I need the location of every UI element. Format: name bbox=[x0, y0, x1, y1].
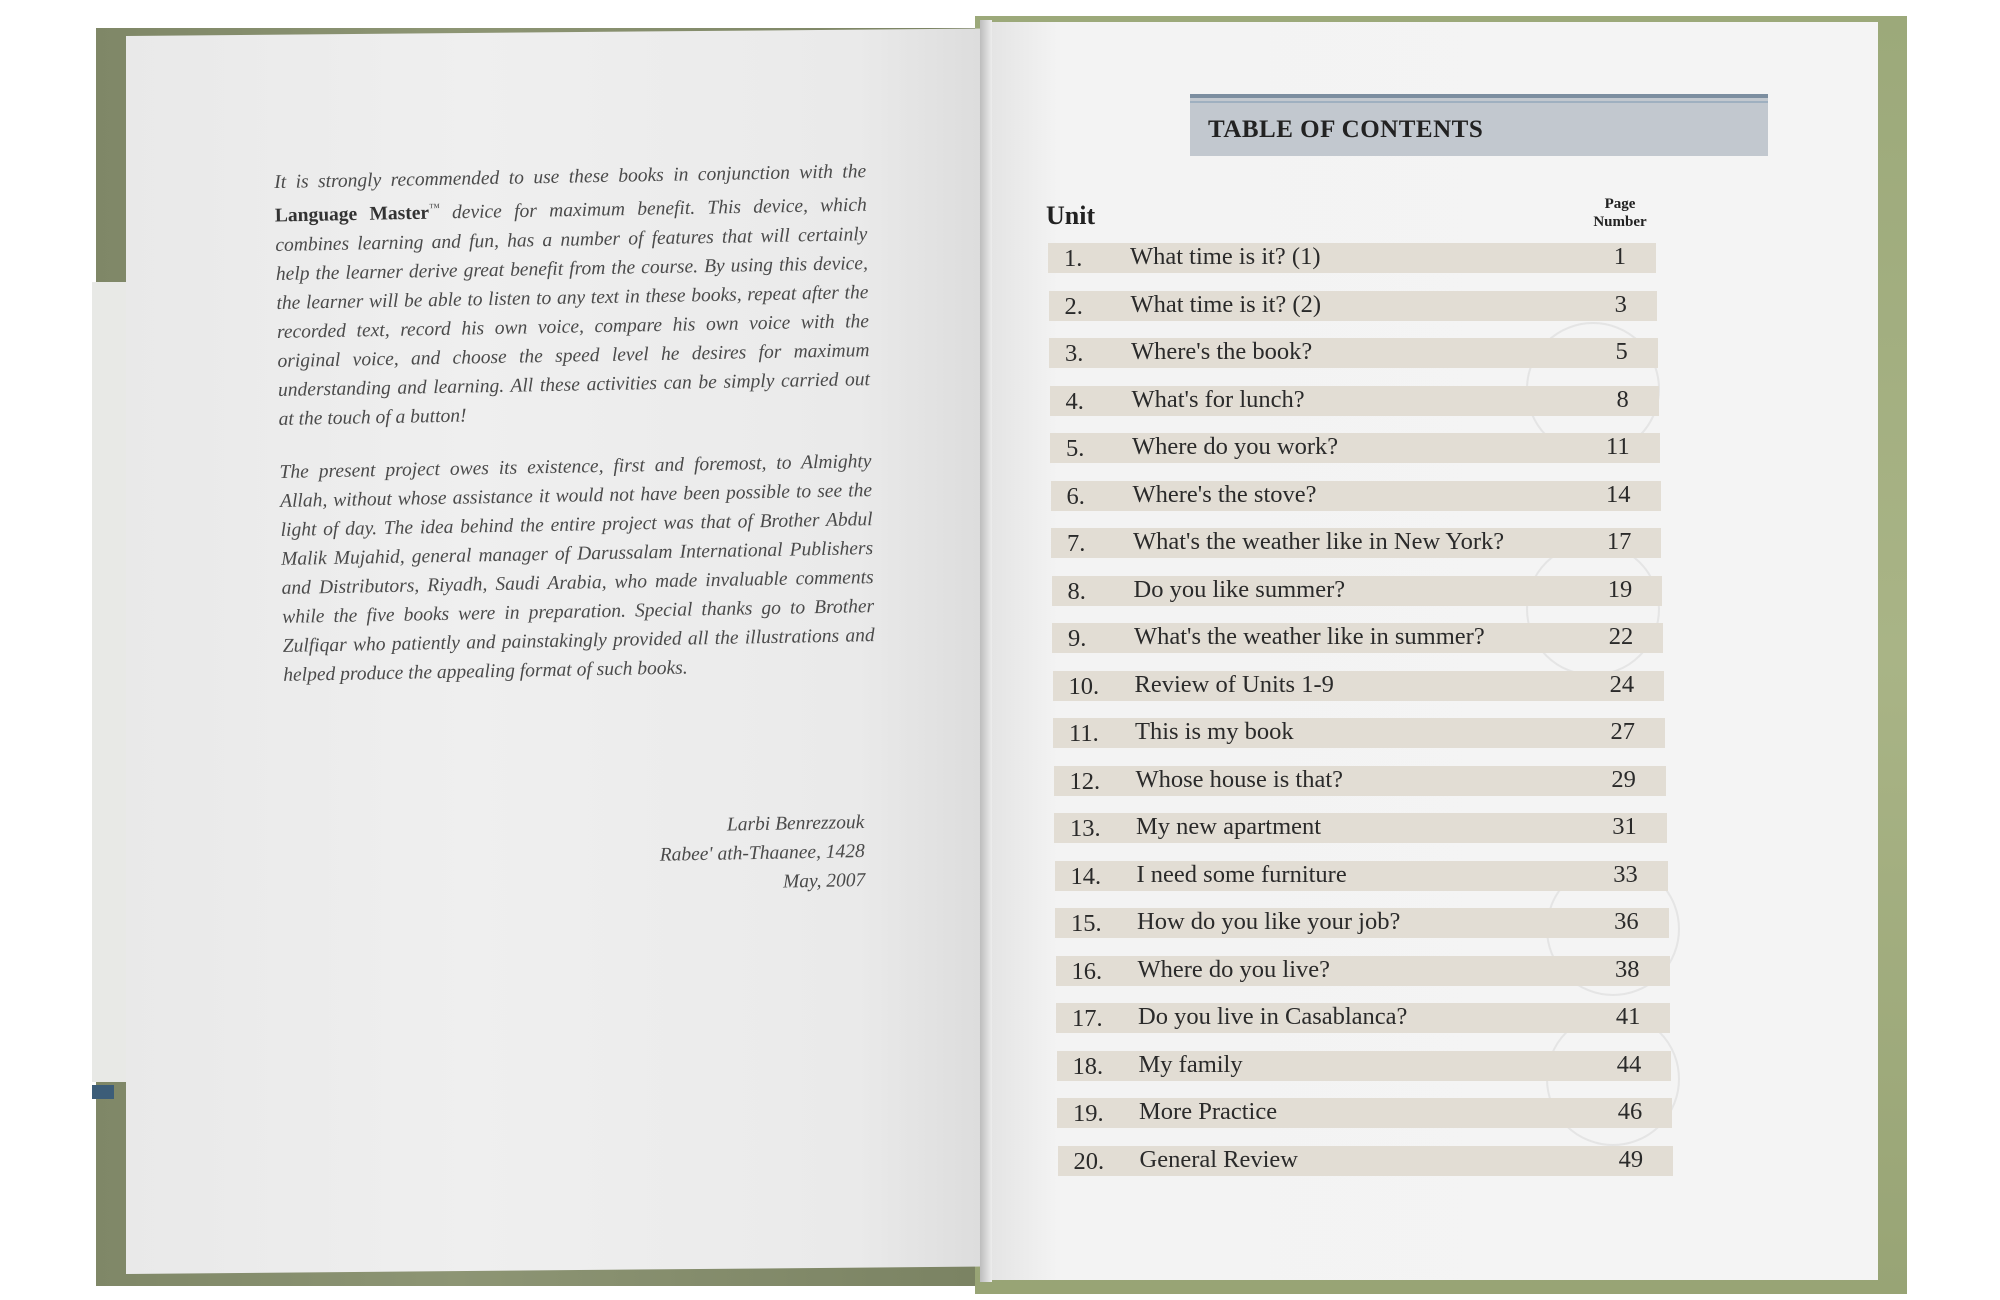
toc-unit-number: 14. bbox=[1070, 862, 1102, 890]
book-gutter bbox=[980, 20, 992, 1282]
toc-unit-title: More Practice bbox=[1139, 1098, 1278, 1125]
toc-unit-number: 19. bbox=[1073, 1100, 1104, 1127]
toc-unit-title: Review of Units 1-9 bbox=[1134, 670, 1334, 698]
toc-unit-title: Where's the stove? bbox=[1132, 480, 1317, 508]
toc-unit-number: 3. bbox=[1065, 340, 1084, 367]
toc-unit-title: What's the weather like in New York? bbox=[1133, 528, 1505, 555]
toc-entry bbox=[1050, 386, 1659, 416]
toc-unit-title: What time is it? (1) bbox=[1130, 243, 1321, 270]
toc-unit-number: 17. bbox=[1072, 1005, 1103, 1032]
toc-unit-number: 8. bbox=[1067, 577, 1086, 605]
paragraph-text: device for maximum benefit. This device, which combines learning and fun, has a number of features that will certainly help the learner derive great benefit from the course. By using this device, the learner will be able to listen to any text in these books, repeat after the recorded text, record his own voice, compare his own voice with the original voice, and choose the speed level he desires for maximum understanding and learning. All these activities can be simply carried out at the touch of a button! bbox=[275, 194, 871, 430]
cover-spine-strip bbox=[92, 282, 128, 1082]
toc-entry bbox=[1054, 766, 1666, 796]
device-name: Language Master bbox=[274, 202, 430, 227]
show-through-circle bbox=[1526, 542, 1660, 676]
toc-page-number: 11 bbox=[1606, 433, 1630, 460]
toc-entry bbox=[1056, 1003, 1670, 1033]
cover-blue-band bbox=[92, 1085, 114, 1099]
toc-page-number: 36 bbox=[1614, 908, 1639, 935]
toc-entry bbox=[1056, 956, 1670, 986]
paragraph-text: It is strongly recommended to use these books in conjunction with the bbox=[274, 161, 867, 193]
toc-page-number: 5 bbox=[1615, 338, 1628, 365]
toc-page-number: 24 bbox=[1609, 670, 1635, 698]
toc-unit-number: 4. bbox=[1065, 387, 1084, 415]
intro-paragraph-2: The present project owes its existence, first and foremost, to Almighty Allah, without whose assistance it would not have been possible to see the light of day. The idea behind the entire project was that of Brother Abdul Malik Mujahid, general manager of Darussalam International Publishers and Distributors, Riyadh, Saudi Arabia, who made invaluable comments while the five books were in preparation. Special thanks go to Brother Zulfiqar who patiently and painstakingly provided all the illustrations and helped produce the appealing format of such books. bbox=[279, 450, 875, 686]
toc-unit-number: 15. bbox=[1071, 910, 1102, 937]
toc-unit-number: 20. bbox=[1073, 1147, 1105, 1175]
toc-unit-number: 13. bbox=[1070, 815, 1101, 842]
toc-unit-title: Where's the book? bbox=[1131, 338, 1313, 365]
toc-unit-number: 12. bbox=[1069, 767, 1101, 795]
page-title: TABLE OF CONTENTS bbox=[1208, 116, 1484, 143]
toc-entry bbox=[1052, 576, 1663, 606]
toc-unit-title: My family bbox=[1138, 1050, 1243, 1078]
toc-page-number: 31 bbox=[1612, 813, 1637, 840]
toc-page-number: 1 bbox=[1613, 243, 1626, 270]
toc-page-number: 49 bbox=[1618, 1145, 1644, 1173]
toc-page-number: 38 bbox=[1615, 955, 1640, 983]
toc-unit-number: 5. bbox=[1066, 435, 1085, 462]
toc-page-number: 27 bbox=[1610, 718, 1635, 745]
toc-entry bbox=[1053, 671, 1665, 701]
toc-unit-number: 9. bbox=[1068, 625, 1087, 652]
toc-page-number: 33 bbox=[1613, 860, 1638, 888]
toc-page-number: 46 bbox=[1617, 1098, 1643, 1125]
toc-entry bbox=[1055, 908, 1669, 938]
signature-date: May, 2007 bbox=[782, 869, 866, 893]
toc-unit-title: Where do you work? bbox=[1132, 433, 1339, 460]
toc-entry bbox=[1055, 861, 1668, 891]
toc-entry bbox=[1052, 623, 1663, 653]
toc-entry bbox=[1057, 1051, 1672, 1081]
intro-paragraph-1 bbox=[274, 157, 871, 433]
signature-author: Larbi Benrezzouk bbox=[726, 811, 865, 836]
toc-unit-title: General Review bbox=[1139, 1145, 1298, 1173]
toc-unit-title: My new apartment bbox=[1136, 813, 1322, 840]
toc-entry bbox=[1050, 433, 1660, 463]
toc-unit-number: 16. bbox=[1071, 957, 1103, 985]
toc-page-number: 17 bbox=[1606, 528, 1632, 555]
toc-unit-number: 1. bbox=[1064, 245, 1083, 272]
toc-entry bbox=[1049, 338, 1658, 368]
toc-unit-number: 11. bbox=[1069, 720, 1099, 747]
toc-unit-title: I need some furniture bbox=[1136, 860, 1347, 888]
toc-unit-title: How do you like your job? bbox=[1137, 908, 1401, 935]
toc-unit-number: 18. bbox=[1072, 1052, 1104, 1080]
toc-unit-title: Do you live in Casablanca? bbox=[1138, 1003, 1408, 1030]
intro-text bbox=[274, 157, 876, 713]
toc-unit-number: 6. bbox=[1066, 482, 1085, 510]
toc-entry bbox=[1053, 718, 1665, 748]
toc-unit-number: 2. bbox=[1064, 292, 1083, 320]
toc-page-number: 41 bbox=[1615, 1003, 1641, 1030]
toc-unit-title: What's for lunch? bbox=[1131, 385, 1305, 413]
page-number-column-header bbox=[1580, 195, 1660, 231]
page-header-line: Page bbox=[1604, 196, 1636, 212]
signature-block bbox=[560, 808, 866, 901]
toc-banner bbox=[1190, 94, 1768, 156]
toc-unit-number: 10. bbox=[1068, 672, 1100, 700]
toc-unit-title: Do you like summer? bbox=[1133, 575, 1346, 603]
toc-entry bbox=[1051, 528, 1661, 558]
toc-page-number: 22 bbox=[1608, 623, 1634, 650]
toc-unit-title: What's the weather like in summer? bbox=[1134, 623, 1485, 650]
toc-page-number: 3 bbox=[1614, 290, 1627, 318]
signature-hijri-date: Rabee' ath-Thaanee, 1428 bbox=[659, 840, 865, 866]
toc-page-number: 29 bbox=[1611, 765, 1636, 793]
toc-page-number: 8 bbox=[1616, 385, 1629, 413]
unit-column-header: Unit bbox=[1046, 201, 1096, 230]
page-header-line: Number bbox=[1593, 214, 1647, 230]
toc-page-number: 44 bbox=[1616, 1050, 1642, 1078]
toc-unit-title: This is my book bbox=[1135, 718, 1294, 745]
trademark-symbol: ™ bbox=[428, 201, 440, 215]
toc-entry bbox=[1057, 1098, 1672, 1128]
toc-unit-title: What time is it? (2) bbox=[1130, 290, 1321, 318]
toc-entry bbox=[1058, 1146, 1674, 1176]
toc-page-number: 14 bbox=[1606, 480, 1631, 508]
toc-entry bbox=[1051, 481, 1661, 511]
toc-entry bbox=[1049, 291, 1657, 321]
toc-entry bbox=[1048, 243, 1656, 273]
toc-entry bbox=[1054, 813, 1667, 843]
toc-unit-title: Where do you live? bbox=[1137, 955, 1331, 983]
toc-unit-title: Whose house is that? bbox=[1135, 765, 1344, 793]
toc-unit-number: 7. bbox=[1067, 530, 1086, 557]
toc-page-number: 19 bbox=[1607, 575, 1633, 603]
